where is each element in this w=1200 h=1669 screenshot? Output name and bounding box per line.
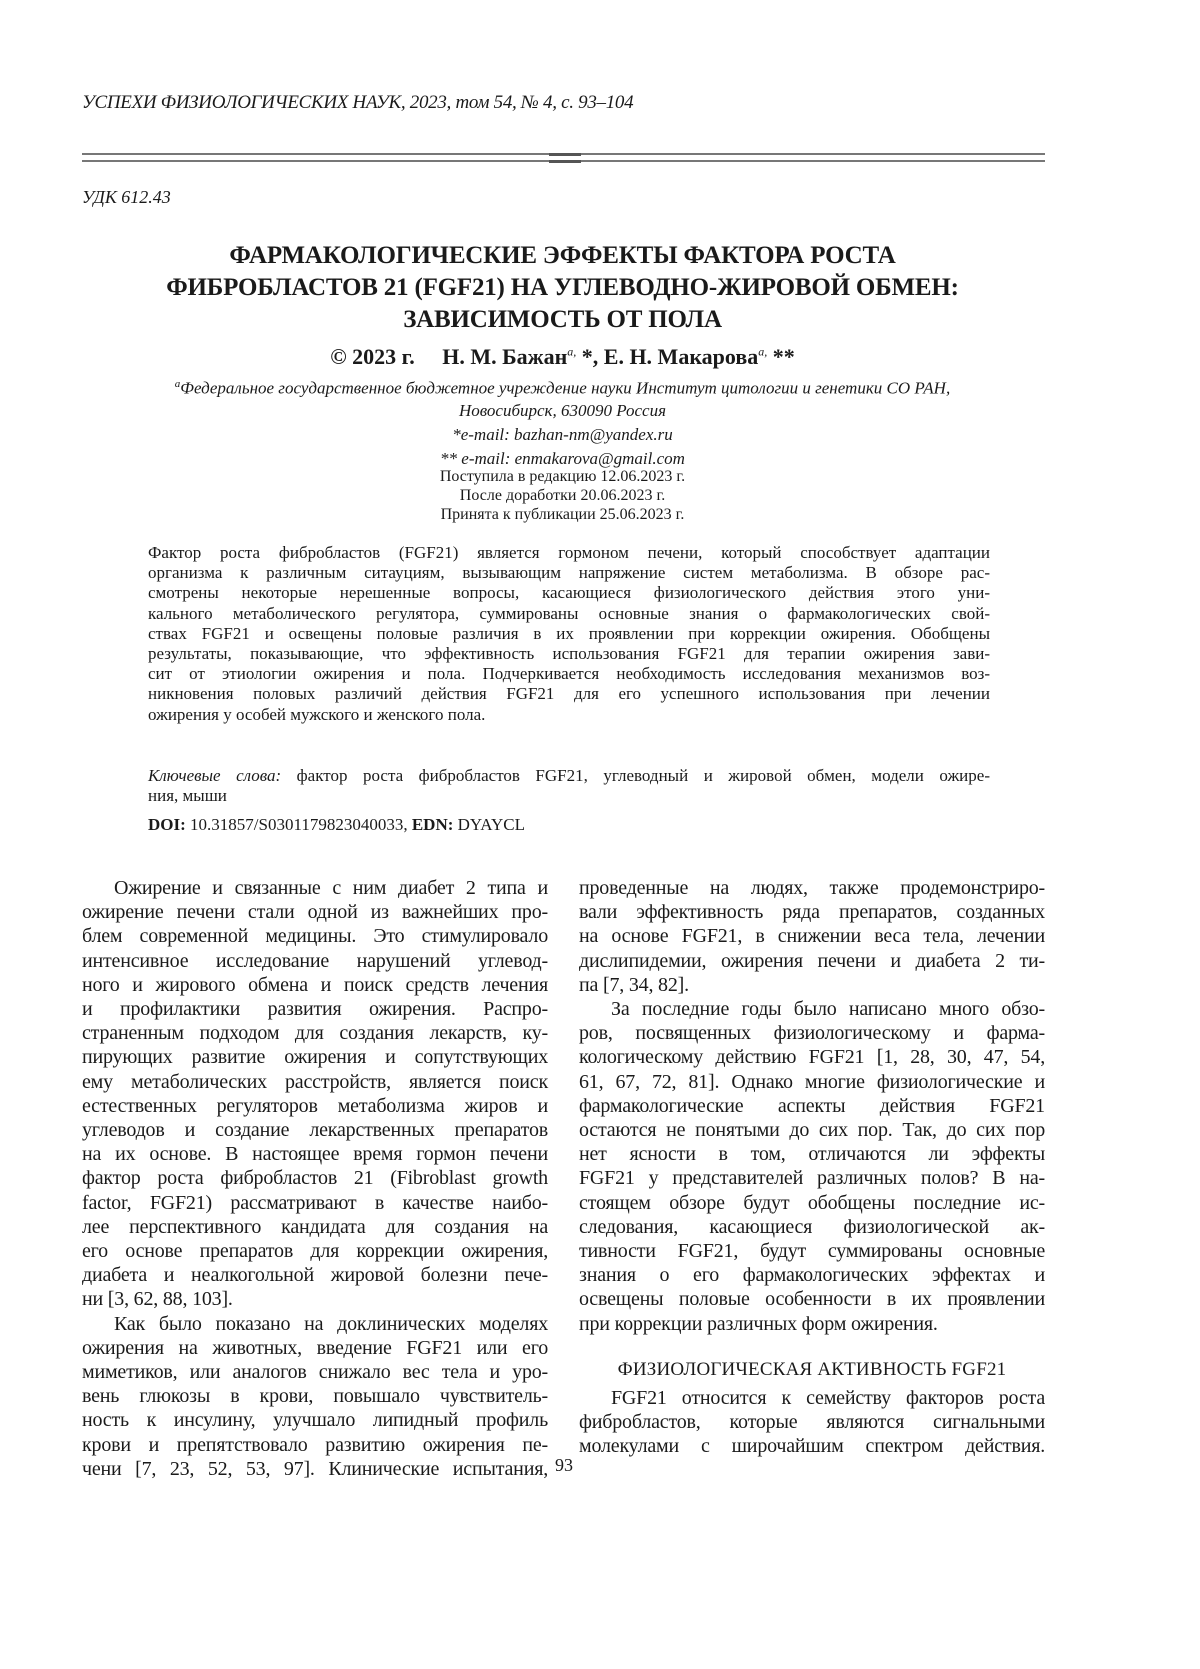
keywords	[148, 766, 990, 806]
edn-label: EDN:	[412, 815, 454, 834]
journal-header: УСПЕХИ ФИЗИОЛОГИЧЕСКИХ НАУК, 2023, том 54, № 4, с. 93–104	[82, 92, 633, 114]
text-line: пирующих развитие ожирения и сопутствующих	[82, 1045, 548, 1069]
text-line: на основе FGF21, в снижении веса тела, лечении	[579, 924, 1045, 948]
text-line: ность к инсулину, улучшало липидный профиль	[82, 1408, 548, 1432]
abstract-line: ствах FGF21 и освещены половые различия в их проявлении при коррекции ожирения. Обобщены	[148, 624, 990, 644]
text-line: Ожирение и связанные с ним диабет 2 типа и	[82, 876, 548, 900]
text-line: чени [7, 23, 52, 53, 97]. Клинические испытания,	[82, 1457, 548, 1481]
abstract-line: смотрены некоторые нерешенные вопросы, касающиеся физиологического действия этого уни-	[148, 583, 990, 603]
body-column-left	[82, 876, 548, 1481]
text-line: ни [3, 62, 88, 103].	[82, 1287, 548, 1311]
text-line: FGF21 у представителей различных полов? В на-	[579, 1166, 1045, 1190]
title-line: ЗАВИСИМОСТЬ ОТ ПОЛА	[100, 304, 1025, 336]
abstract-line: никновения половых различий действия FGF21 для его успешного использования при лечении	[148, 684, 990, 704]
keywords-text: ния, мыши	[148, 786, 990, 806]
abstract	[148, 543, 990, 725]
author-note: *,	[576, 344, 598, 369]
text-line: ров, посвященных физиологическому и фарма-	[579, 1021, 1045, 1045]
body-column-right	[579, 876, 1045, 1459]
text-line: Как было показано на доклинических моделях	[82, 1312, 548, 1336]
paragraph	[579, 997, 1045, 1336]
section-heading: ФИЗИОЛОГИЧЕСКАЯ АКТИВНОСТЬ FGF21	[579, 1358, 1045, 1382]
abstract-line: кального метаболического регулятора, суммированы основные знания о фармакологических свой-	[148, 604, 990, 624]
text-line: страненным подходом для создания лекарств, ку-	[82, 1021, 548, 1045]
header-rule-mark	[549, 153, 581, 156]
author-name: Е. Н. Макарова	[604, 344, 758, 369]
edn-value: DYAYCL	[453, 815, 525, 834]
abstract-line: ожирения у особей мужского и женского пола.	[148, 705, 990, 725]
abstract-line: сит от этиологии ожирения и пола. Подчеркивается необходимость исследования механизмов воз-	[148, 664, 990, 684]
text-line: блем современной медицины. Это стимулировало	[82, 924, 548, 948]
publication-dates	[100, 467, 1025, 524]
text-line: его основе препаратов для коррекции ожирения,	[82, 1239, 548, 1263]
abstract-line: результаты, показывающие, что эффективность использования FGF21 для терапии ожирения зави-	[148, 644, 990, 664]
keywords-text: фактор роста фибробластов FGF21, углеводный и жировой обмен, модели ожире-	[281, 766, 990, 785]
date-received: Поступила в редакцию 12.06.2023 г.	[100, 467, 1025, 486]
text-line: освещены половые особенности в их проявлении	[579, 1287, 1045, 1311]
text-line: ожирение печени стали одной из важнейших про-	[82, 900, 548, 924]
text-line: миметиков, или аналогов снижало вес тела и уро-	[82, 1360, 548, 1384]
text-line: 61, 67, 72, 81]. Однако многие физиологические и	[579, 1070, 1045, 1094]
affiliation-mark: a	[175, 378, 181, 390]
text-line: ему метаболических расстройств, является поиск	[82, 1070, 548, 1094]
text-line: нет ясности в том, отличаются ли эффекты	[579, 1142, 1045, 1166]
text-line: За последние годы было написано много обзо-	[579, 997, 1045, 1021]
header-rule-mark	[549, 160, 581, 163]
page-number: 93	[0, 1455, 1128, 1476]
text-line: крови и препятствовало развитию ожирения пе-	[82, 1433, 548, 1457]
title-line: ФИБРОБЛАСТОВ 21 (FGF21) НА УГЛЕВОДНО-ЖИРОВОЙ ОБМЕН:	[100, 272, 1025, 304]
text-line: следования, касающиеся физиологической ак-	[579, 1215, 1045, 1239]
text-line: фармакологические аспекты действия FGF21	[579, 1094, 1045, 1118]
text-line: дислипидемии, ожирения печени и диабета 2 ти-	[579, 949, 1045, 973]
text-line: вень глюкозы в крови, повышало чувствитель-	[82, 1384, 548, 1408]
doi-value[interactable]: 10.31857/S0301179823040033,	[186, 815, 412, 834]
udk-code: УДК 612.43	[82, 187, 171, 208]
title-line: ФАРМАКОЛОГИЧЕСКИЕ ЭФФЕКТЫ ФАКТОРА РОСТА	[100, 240, 1025, 272]
text-line: углеводов и создание лекарственных препаратов	[82, 1118, 548, 1142]
affiliation-line: Новосибирск, 630090 Россия	[100, 400, 1025, 422]
authors-line	[100, 344, 1025, 370]
text-line: фактор роста фибробластов 21 (Fibroblast growth	[82, 1166, 548, 1190]
doi-line	[148, 815, 525, 835]
abstract-line: Фактор роста фибробластов (FGF21) является гормоном печени, который способствует адаптации	[148, 543, 990, 563]
affiliation-mark: a,	[567, 345, 576, 359]
keywords-label: Ключевые слова:	[148, 766, 281, 785]
affiliation	[100, 373, 1025, 470]
text-line: фибробластов, которые являются сигнальными	[579, 1410, 1045, 1434]
copyright: © 2023 г.	[330, 344, 414, 369]
paragraph	[82, 876, 548, 1312]
text-line: остаются не понятыми до сих пор. Так, до сих пор	[579, 1118, 1045, 1142]
text-line: стоящем обзоре будут обобщены последние ис-	[579, 1191, 1045, 1215]
email-link[interactable]: *e-mail: bazhan-nm@yandex.ru	[100, 424, 1025, 446]
doi-label: DOI:	[148, 815, 186, 834]
text-line: вали эффективность ряда препаратов, созданных	[579, 900, 1045, 924]
author-note: **	[767, 344, 795, 369]
text-line: лее перспективного кандидата для создания на	[82, 1215, 548, 1239]
affiliation-line: Федеральное государственное бюджетное учреждение науки Институт цитологии и генетики СО РАН,	[180, 379, 950, 398]
text-line: па [7, 34, 82].	[579, 973, 1045, 997]
author-name: Н. М. Бажан	[442, 344, 567, 369]
email-link[interactable]: ** e-mail: enmakarova@gmail.com	[100, 448, 1025, 470]
text-line: естественных регуляторов метаболизма жиров и	[82, 1094, 548, 1118]
article-title	[100, 240, 1025, 336]
text-line: FGF21 относится к семейству факторов роста	[579, 1386, 1045, 1410]
text-line: factor, FGF21) рассматривают в качестве наибо-	[82, 1191, 548, 1215]
date-accepted: Принята к публикации 25.06.2023 г.	[100, 505, 1025, 524]
abstract-line: организма к различным ситауциям, вызывающим напряжение систем метаболизма. В обзоре рас-	[148, 563, 990, 583]
text-line: знания о его фармакологических эффектах и	[579, 1263, 1045, 1287]
text-line: диабета и неалкогольной жировой болезни пече-	[82, 1263, 548, 1287]
paragraph	[579, 876, 1045, 997]
text-line: ного и жирового обмена и поиск средств лечения	[82, 973, 548, 997]
text-line: кологическому действию FGF21 [1, 28, 30, 47, 54,	[579, 1045, 1045, 1069]
paragraph	[579, 1386, 1045, 1459]
text-line: ожирения на животных, введение FGF21 или его	[82, 1336, 548, 1360]
text-line: молекулами с широчайшим спектром действия.	[579, 1434, 1045, 1458]
text-line: интенсивное исследование нарушений углевод-	[82, 949, 548, 973]
text-line: на их основе. В настоящее время гормон печени	[82, 1142, 548, 1166]
affiliation-mark: a,	[758, 345, 767, 359]
text-line: тивности FGF21, будут суммированы основные	[579, 1239, 1045, 1263]
text-line: при коррекции различных форм ожирения.	[579, 1312, 1045, 1336]
text-line: и профилактики развития ожирения. Распро-	[82, 997, 548, 1021]
text-line: проведенные на людях, также продемонстриро-	[579, 876, 1045, 900]
date-revised: После доработки 20.06.2023 г.	[100, 486, 1025, 505]
